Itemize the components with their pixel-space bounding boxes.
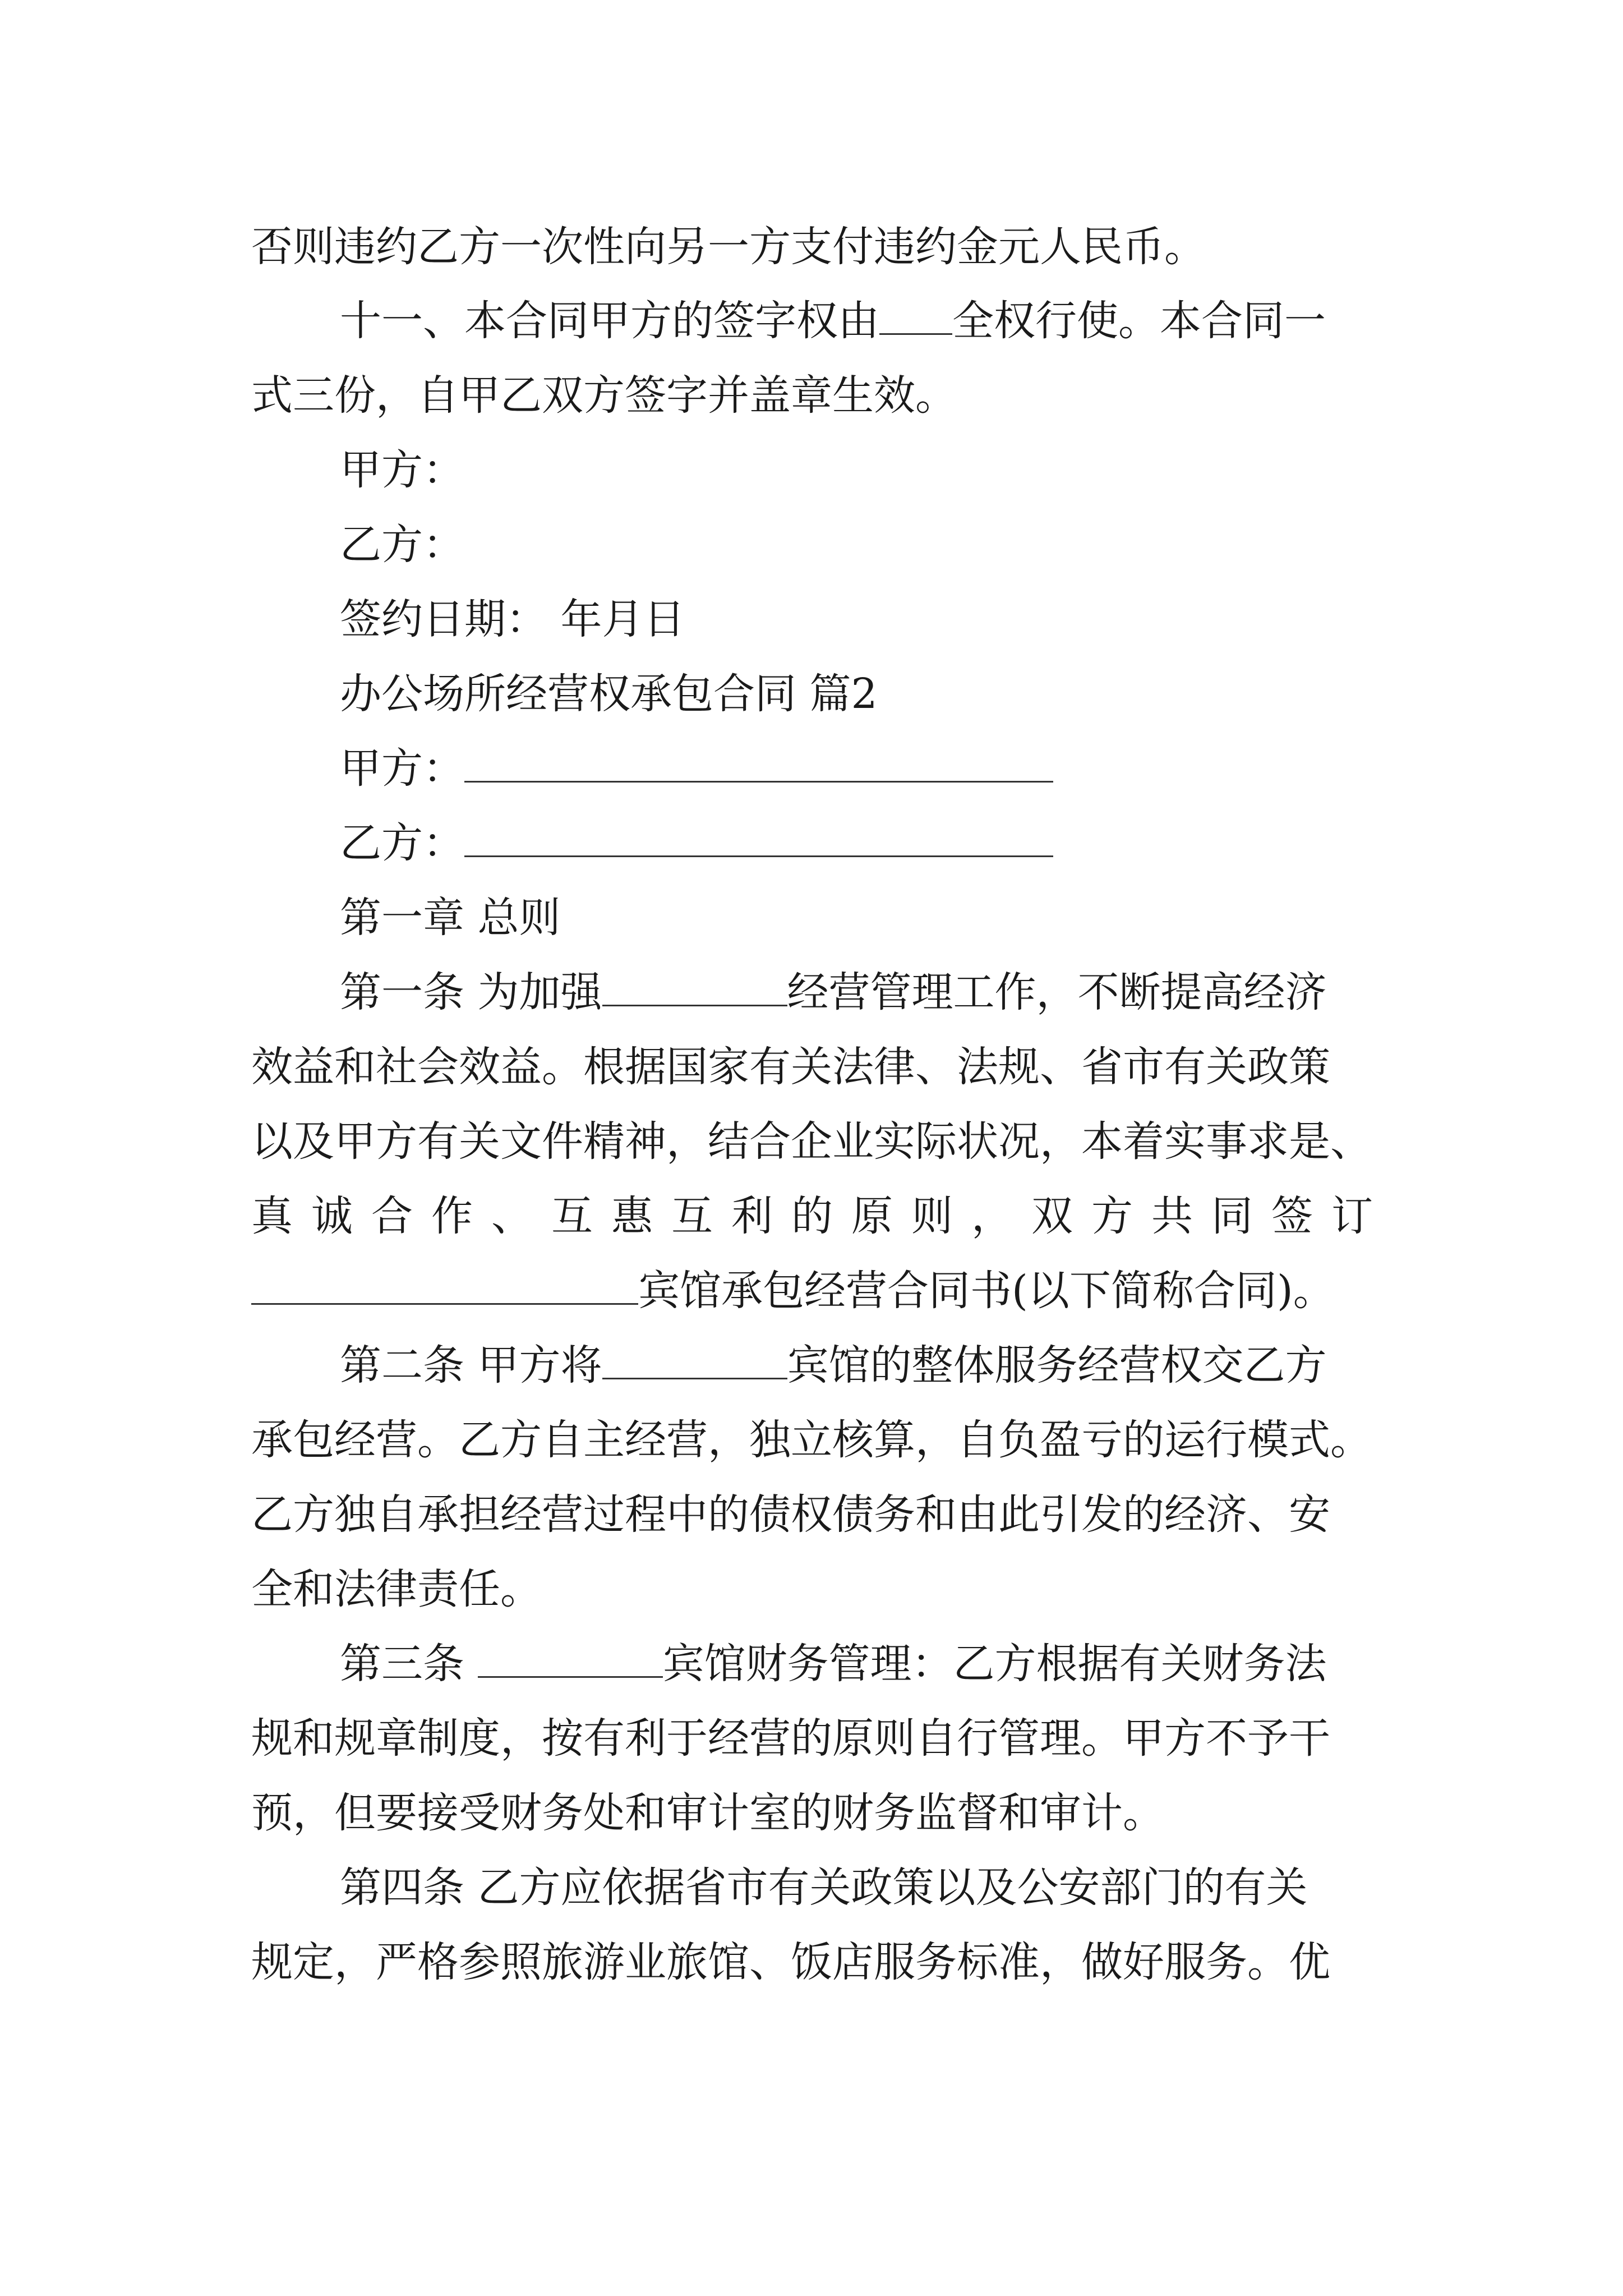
article-3-line-2 <box>251 1710 1330 1766</box>
party-b-label <box>340 517 464 573</box>
text-span: 式三份，自甲乙双方签字并盖章生效。 <box>251 371 957 420</box>
article-2-line-3 <box>251 1487 1330 1543</box>
char: 签 <box>1271 1192 1313 1240</box>
blank-underline <box>251 1266 638 1305</box>
text-span: 第四条 乙方应依据省市有关政策以及公安部门的有关 <box>340 1864 1308 1912</box>
text-span: 宾馆财务管理：乙方根据有关财务法 <box>662 1640 1327 1688</box>
char: 利 <box>731 1192 773 1240</box>
text-span: 乙方独自承担经营过程中的债权债务和由此引发的经济、安 <box>251 1490 1330 1539</box>
article-1-line-1 <box>340 964 1327 1020</box>
char: 互 <box>551 1192 593 1240</box>
text-span: 经营管理工作，不断提高经济 <box>787 968 1327 1016</box>
text-span: 第二条 甲方将 <box>340 1341 602 1389</box>
text-span: 十一、本合同甲方的签字权由 <box>340 297 879 345</box>
blank-underline <box>464 818 1053 857</box>
text-span: 规定，严格参照旅游业旅馆、饭店服务标准，做好服务。优 <box>251 1938 1330 1986</box>
article-1-line-3 <box>251 1114 1372 1170</box>
char: 的 <box>791 1192 833 1240</box>
char: 则 <box>911 1192 953 1240</box>
char: 作 <box>431 1192 473 1240</box>
text-span: 效益和社会效益。根据国家有关法律、法规、省市有关政策 <box>251 1043 1330 1091</box>
text-line-1 <box>251 219 1206 275</box>
text-line-3 <box>251 367 957 424</box>
article-1-line-4 <box>251 1188 1373 1244</box>
text-span: 第三条 <box>340 1640 478 1688</box>
char: 双 <box>1031 1192 1073 1240</box>
char: 惠 <box>611 1192 653 1240</box>
text-span: 承包经营。乙方自主经营，独立核算，自负盈亏的运行模式。 <box>251 1416 1372 1464</box>
party-a-label <box>340 442 464 498</box>
text-span: 乙方： <box>340 521 464 569</box>
blank-underline <box>464 744 1053 783</box>
char: 原 <box>851 1192 893 1240</box>
text-span: 第一条 为加强 <box>340 968 602 1016</box>
blank-underline <box>879 296 952 335</box>
article-1-line-2 <box>251 1039 1330 1095</box>
chapter-heading <box>340 890 561 946</box>
blank-underline <box>602 968 787 1006</box>
text-span: 全权行使。本合同一 <box>952 297 1326 345</box>
text-span: 甲方： <box>340 744 464 793</box>
article-2-line-4 <box>251 1561 542 1617</box>
char: 共 <box>1151 1192 1193 1240</box>
text-span: 全和法律责任。 <box>251 1565 542 1613</box>
text-span: 宾馆承包经营合同书(以下简称合同)。 <box>638 1267 1335 1315</box>
text-span: 甲方： <box>340 446 464 494</box>
char: 互 <box>671 1192 713 1240</box>
char: 订 <box>1331 1192 1373 1240</box>
text-span: 第一章 总则 <box>340 894 561 942</box>
text-span: 以及甲方有关文件精神，结合企业实际状况，本着实事求是、 <box>251 1117 1372 1166</box>
article-2-line-1 <box>340 1337 1327 1393</box>
article-3-line-1 <box>340 1636 1327 1692</box>
text-span: 办公场所经营权承包合同 篇2 <box>340 670 878 718</box>
char: 方 <box>1091 1192 1133 1240</box>
text-span: 宾馆的整体服务经营权交乙方 <box>787 1341 1327 1389</box>
char: ， <box>971 1192 1013 1240</box>
article-3-line-3 <box>251 1785 1164 1841</box>
char: 诚 <box>311 1192 353 1240</box>
article-4-line-1 <box>340 1860 1308 1916</box>
text-span: 预，但要接受财务处和审计室的财务监督和审计。 <box>251 1789 1164 1837</box>
char: 真 <box>251 1192 293 1240</box>
text-span: 签约日期： 年月日 <box>340 595 685 643</box>
party-b-field <box>340 815 1053 871</box>
char: 、 <box>491 1192 533 1240</box>
text-span: 规和规章制度，按有利于经营的原则自行管理。甲方不予干 <box>251 1714 1330 1763</box>
section-title <box>340 666 878 722</box>
article-1-line-5 <box>251 1263 1335 1319</box>
sign-date-label <box>340 591 685 647</box>
text-span: 乙方： <box>340 819 464 867</box>
char: 同 <box>1211 1192 1253 1240</box>
article-2-line-2 <box>251 1412 1372 1468</box>
article-4-line-2 <box>251 1934 1330 1990</box>
text-span: 否则违约乙方一次性向另一方支付违约金元人民币。 <box>251 223 1206 271</box>
char: 合 <box>371 1192 413 1240</box>
blank-underline <box>602 1341 787 1379</box>
blank-underline <box>478 1639 663 1678</box>
party-a-field <box>340 740 1053 797</box>
text-line-2 <box>340 293 1326 349</box>
